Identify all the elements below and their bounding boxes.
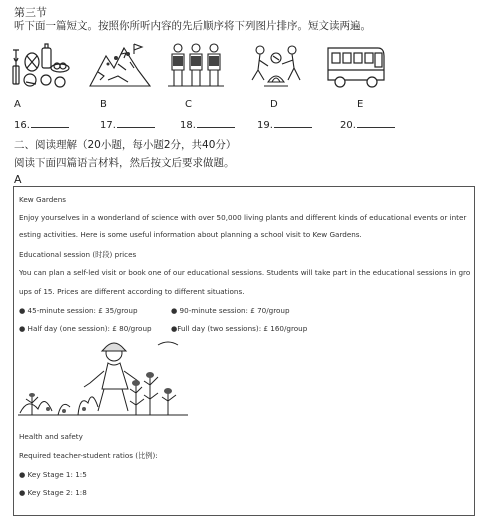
mountain-icon (88, 40, 152, 90)
picture-letter: E (357, 99, 364, 110)
passage-letter: A (14, 173, 22, 186)
picture-letter: B (100, 99, 107, 110)
reading-section-title: 二、阅读理解（20小题，每小题2分，共40分） (14, 139, 237, 151)
picture-letter: D (270, 99, 278, 110)
food-icon (10, 40, 74, 90)
section-title: 第三节 (14, 6, 47, 19)
passage-title: Kew Gardens (19, 195, 67, 204)
price-item: ● 90-minute session: £ 70/group (171, 306, 290, 315)
answer-blank-20[interactable]: 20. (340, 118, 395, 131)
gardening-illustration (18, 337, 188, 419)
answer-blank-18[interactable]: 18. (180, 118, 235, 131)
bus-icon (324, 40, 388, 90)
passage-intro-line-2: esting activities. Here is some useful information about planning a school visit to Kew Gardens. (19, 230, 362, 239)
picture-letter: C (185, 99, 192, 110)
price-item: ● 45-minute session: £ 35/group (19, 306, 138, 315)
passage-box (13, 186, 475, 516)
passage-intro-line-1: Enjoy yourselves in a wonderland of science with over 50,000 living plants and different kinds of educational events or inter (19, 213, 467, 222)
answer-blank-17[interactable]: 17. (100, 118, 155, 131)
price-item: ●Full day (two sessions): £ 160/group (171, 324, 308, 333)
answer-blank-19[interactable]: 19. (257, 118, 312, 131)
health-heading: Health and safety (19, 432, 83, 441)
ratio-item: ● Key Stage 1: 1:5 (19, 470, 87, 479)
sessions-line-1: You can plan a self-led visit or book one of our educational sessions. Students will take part in the educational sessions in gro (19, 268, 471, 277)
ratio-item: ● Key Stage 2: 1:8 (19, 488, 87, 497)
price-item: ● Half day (one session): £ 80/group (19, 324, 152, 333)
ratios-heading: Required teacher-student ratios (比例): (19, 451, 158, 460)
listening-instruction: 听下面一篇短文。按照你所听内容的先后顺序将下列图片排序。短文读两遍。 (14, 20, 371, 32)
reading-instruction: 阅读下面四篇语言材料，然后按文后要求做题。 (14, 157, 235, 169)
sessions-heading: Educational session (时段) prices (19, 250, 137, 259)
hikers-icon (164, 40, 228, 90)
sessions-line-2: ups of 15. Prices are different according to different situations. (19, 287, 245, 296)
picture-letter: A (14, 99, 21, 110)
answer-blank-16[interactable]: 16. (14, 118, 69, 131)
campfire-icon (246, 40, 310, 90)
